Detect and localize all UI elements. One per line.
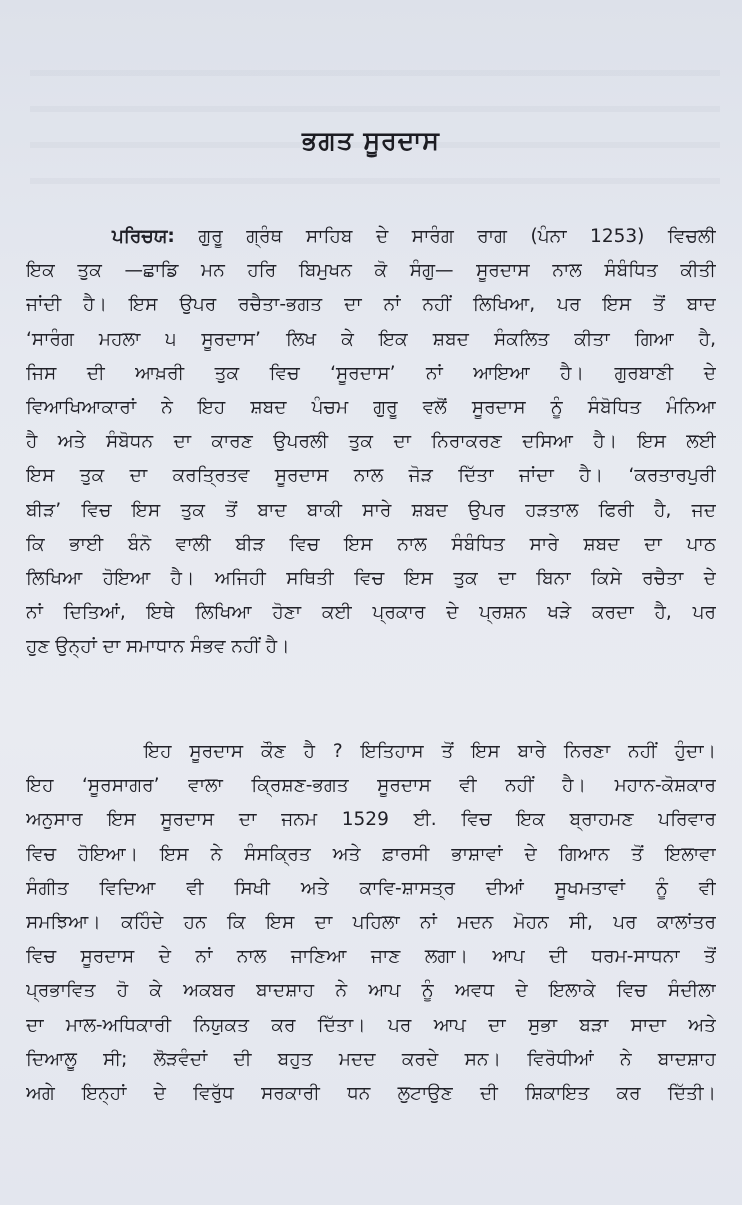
- text-line: ਸੰਗੀਤ ਵਿਦਿਆ ਵੀ ਸਿਖੀ ਅਤੇ ਕਾਵਿ-ਸ਼ਾਸਤ੍ਰ ਦੀਆਂ ਸੂਖਮਤਾਵਾਂ ਨੂੰ ਵੀ: [26, 877, 716, 899]
- text-line: ‘ਸਾਰੰਗ ਮਹਲਾ ੫ ਸੂਰਦਾਸ’ ਲਿਖ ਕੇ ਇਕ ਸ਼ਬਦ ਸੰਕਲਿਤ ਕੀਤਾ ਗਿਆ ਹੈ,: [26, 328, 716, 350]
- text-line: [26, 220, 716, 254]
- page-title: ਭਗਤ ਸੂਰਦਾਸ: [302, 126, 440, 155]
- text-line: ਹੁਣ ਉਨ੍ਹਾਂ ਦਾ ਸਮਾਧਾਨ ਸੰਭਵ ਨਹੀਂ ਹੈ।: [26, 636, 290, 658]
- show-through-text: [30, 40, 720, 190]
- text-line: ਜਿਸ ਦੀ ਆਖ਼ਰੀ ਤੁਕ ਵਿਚ ‘ਸੂਰਦਾਸ’ ਨਾਂ ਆਇਆ ਹੈ। ਗੁਰਬਾਣੀ ਦੇ: [26, 362, 716, 384]
- text-line: ਇਕ ਤੁਕ —ਛਾਡਿ ਮਨ ਹਰਿ ਬਿਮੁਖਨ ਕੋ ਸੰਗੁ— ਸੂਰਦਾਸ ਨਾਲ ਸੰਬੰਧਿਤ ਕੀਤੀ: [26, 260, 716, 282]
- paragraph-lead: ਪਰਿਚਯ:: [112, 226, 175, 247]
- text-line: ਕਿ ਭਾਈ ਬੰਨੋ ਵਾਲੀ ਬੀੜ ਵਿਚ ਇਸ ਨਾਲ ਸੰਬੰਧਿਤ ਸਾਰੇ ਸ਼ਬਦ ਦਾ ਪਾਠ: [26, 533, 716, 555]
- paragraph-introduction: [26, 220, 716, 664]
- text-line: ਅਗੇ ਇਨ੍ਹਾਂ ਦੇ ਵਿਰੁੱਧ ਸਰਕਾਰੀ ਧਨ ਲੁਟਾਉਣ ਦੀ ਸ਼ਿਕਾਇਤ ਕਰ ਦਿੱਤੀ।: [26, 1082, 716, 1104]
- text-line: ਪ੍ਰਭਾਵਿਤ ਹੋ ਕੇ ਅਕਬਰ ਬਾਦਸ਼ਾਹ ਨੇ ਆਪ ਨੂੰ ਅਵਧ ਦੇ ਇਲਾਕੇ ਵਿਚ ਸੰਦੀਲਾ: [26, 980, 716, 1002]
- text-line: ਅਨੁਸਾਰ ਇਸ ਸੂਰਦਾਸ ਦਾ ਜਨਮ 1529 ਈ. ਵਿਚ ਇਕ ਬ੍ਰਾਹਮਣ ਪਰਿਵਾਰ: [26, 809, 716, 831]
- text-line: ਇਹ ‘ਸੂਰਸਾਗਰ’ ਵਾਲਾ ਕ੍ਰਿਸ਼ਣ-ਭਗਤ ਸੂਰਦਾਸ ਵੀ ਨਹੀਂ ਹੈ। ਮਹਾਨ-ਕੋਸ਼ਕਾਰ: [26, 775, 716, 797]
- text-line: ਜਾਂਦੀ ਹੈ। ਇਸ ਉਪਰ ਰਚੈਤਾ-ਭਗਤ ਦਾ ਨਾਂ ਨਹੀਂ ਲਿਖਿਆ, ਪਰ ਇਸ ਤੋਂ ਬਾਦ: [26, 294, 716, 316]
- text-line: ਵਿਚ ਸੂਰਦਾਸ ਦੇ ਨਾਂ ਨਾਲ ਜਾਣਿਆ ਜਾਣ ਲਗਾ। ਆਪ ਦੀ ਧਰਮ-ਸਾਧਨਾ ਤੋਂ: [26, 946, 716, 968]
- text-line: ਇਸ ਤੁਕ ਦਾ ਕਰਤ੍ਰਿਤਵ ਸੂਰਦਾਸ ਨਾਲ ਜੋੜ ਦਿੱਤਾ ਜਾਂਦਾ ਹੈ। ‘ਕਰਤਾਰਪੁਰੀ: [26, 465, 716, 487]
- text-line-content: ਗੁਰੂ ਗ੍ਰੰਥ ਸਾਹਿਬ ਦੇ ਸਾਰੰਗ ਰਾਗ (ਪੰਨਾ 1253) ਵਿਚਲੀ: [174, 226, 716, 247]
- text-line: ਹੈ ਅਤੇ ਸੰਬੋਧਨ ਦਾ ਕਾਰਣ ਉਪਰਲੀ ਤੁਕ ਦਾ ਨਿਰਾਕਰਣ ਦਸਿਆ ਹੈ। ਇਸ ਲਈ: [26, 431, 716, 453]
- text-line: ਵਿਆਖਿਆਕਾਰਾਂ ਨੇ ਇਹ ਸ਼ਬਦ ਪੰਚਮ ਗੁਰੂ ਵਲੋਂ ਸੂਰਦਾਸ ਨੂੰ ਸੰਬੋਧਿਤ ਮੰਨਿਆ: [26, 396, 716, 418]
- paragraph-identity: [26, 735, 716, 1111]
- text-line: ਲਿਖਿਆ ਹੋਇਆ ਹੈ। ਅਜਿਹੀ ਸਥਿਤੀ ਵਿਚ ਇਸ ਤੁਕ ਦਾ ਬਿਨਾ ਕਿਸੇ ਰਚੈਤਾ ਦੇ: [26, 567, 716, 589]
- text-line: ਇਹ ਸੂਰਦਾਸ ਕੌਣ ਹੈ ? ਇਤਿਹਾਸ ਤੋਂ ਇਸ ਬਾਰੇ ਨਿਰਣਾ ਨਹੀਂ ਹੁੰਦਾ।: [144, 741, 716, 762]
- text-line: ਦਾ ਮਾਲ-ਅਧਿਕਾਰੀ ਨਿਯੁਕਤ ਕਰ ਦਿੱਤਾ। ਪਰ ਆਪ ਦਾ ਸੁਭਾ ਬੜਾ ਸਾਦਾ ਅਤੇ: [26, 1014, 716, 1036]
- text-line: ਦਿਆਲੂ ਸੀ; ਲੋੜਵੰਦਾਂ ਦੀ ਬਹੁਤ ਮਦਦ ਕਰਦੇ ਸਨ। ਵਿਰੋਧੀਆਂ ਨੇ ਬਾਦਸ਼ਾਹ: [26, 1048, 716, 1070]
- text-line: ਸਮਝਿਆ। ਕਹਿੰਦੇ ਹਨ ਕਿ ਇਸ ਦਾ ਪਹਿਲਾ ਨਾਂ ਮਦਨ ਮੋਹਨ ਸੀ, ਪਰ ਕਾਲਾਂਤਰ: [26, 911, 716, 933]
- text-line: ਵਿਚ ਹੋਇਆ। ਇਸ ਨੇ ਸੰਸਕ੍ਰਿਤ ਅਤੇ ਫ਼ਾਰਸੀ ਭਾਸ਼ਾਵਾਂ ਦੇ ਗਿਆਨ ਤੋਂ ਇਲਾਵਾ: [26, 843, 716, 865]
- text-line: ਨਾਂ ਦਿਤਿਆਂ, ਇਥੇ ਲਿਖਿਆ ਹੋਣਾ ਕਈ ਪ੍ਰਕਾਰ ਦੇ ਪ੍ਰਸ਼ਨ ਖੜੇ ਕਰਦਾ ਹੈ, ਪਰ: [26, 602, 716, 624]
- text-line: ਬੀੜ’ ਵਿਚ ਇਸ ਤੁਕ ਤੋਂ ਬਾਦ ਬਾਕੀ ਸਾਰੇ ਸ਼ਬਦ ਉਪਰ ਹੜਤਾਲ ਫਿਰੀ ਹੈ, ਜਦ: [26, 499, 716, 521]
